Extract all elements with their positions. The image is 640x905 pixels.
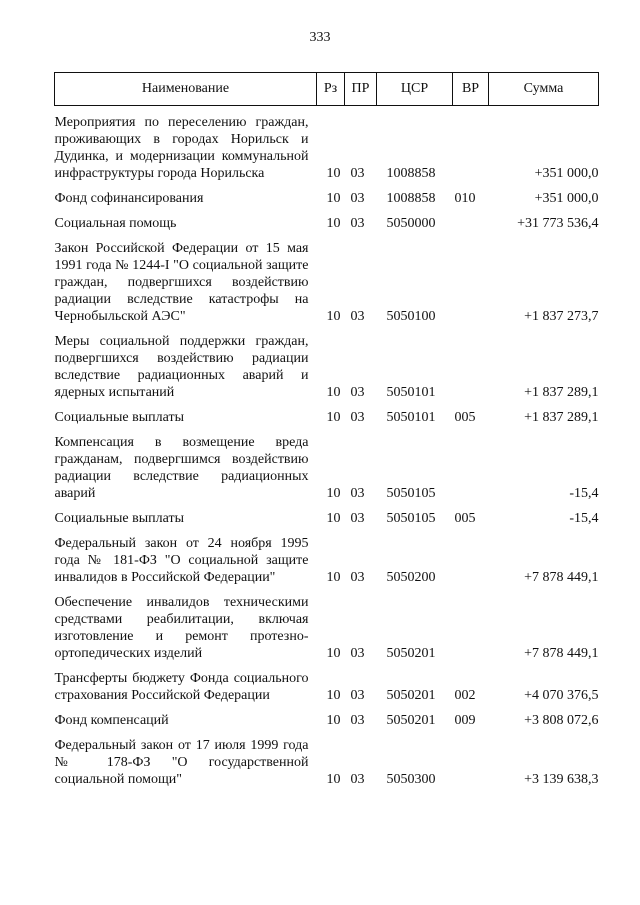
table-row	[55, 510, 599, 527]
row-sum: +351 000,0	[534, 166, 599, 181]
row-pr: 03	[350, 216, 365, 231]
header-name: Наименование	[55, 73, 317, 106]
row-rz: 10	[326, 713, 341, 728]
row-name: Трансферты бюджету Фонда социального страхования Российской Федерации	[54, 671, 309, 703]
table-row	[55, 240, 599, 325]
table-row	[55, 434, 599, 502]
header-vr: ВР	[453, 73, 489, 106]
row-vr: 009	[454, 713, 476, 728]
table-row	[55, 190, 599, 207]
row-pr: 03	[350, 385, 365, 400]
row-sum: +1 837 273,7	[524, 309, 599, 324]
budget-table	[54, 72, 599, 788]
row-vr	[453, 114, 489, 182]
row-sum: -15,4	[569, 486, 599, 501]
row-csr: 5050100	[386, 309, 436, 324]
row-vr	[453, 594, 489, 662]
row-sum: +3 808 072,6	[524, 713, 599, 728]
row-name: Социальные выплаты	[54, 410, 185, 425]
row-vr	[453, 535, 489, 586]
row-pr: 03	[350, 688, 365, 703]
row-name: Меры социальной поддержки граждан, подвергшихся воздействию радиации вследствие радиационных аварий и ядерных испытаний	[54, 334, 309, 400]
row-sum: +7 878 449,1	[524, 646, 599, 661]
table-row	[55, 333, 599, 401]
row-name: Федеральный закон от 24 ноября 1995 года № 181-ФЗ "О социальной защите инвалидов в Российской Федерации"	[54, 536, 309, 585]
row-pr: 03	[350, 486, 365, 501]
row-rz: 10	[326, 166, 341, 181]
row-name: Федеральный закон от 17 июля 1999 года № 178-ФЗ "О государственной социальной помощи"	[54, 738, 309, 787]
row-csr: 5050101	[386, 385, 436, 400]
row-pr: 03	[350, 570, 365, 585]
header-csr: ЦСР	[377, 73, 453, 106]
table-body	[55, 106, 599, 789]
row-csr: 5050201	[386, 688, 436, 703]
row-csr: 1008858	[386, 191, 436, 206]
row-rz: 10	[326, 385, 341, 400]
header-pr: ПР	[345, 73, 377, 106]
row-rz: 10	[326, 570, 341, 585]
row-pr: 03	[350, 511, 365, 526]
row-pr: 03	[350, 410, 365, 425]
table-row	[55, 712, 599, 729]
table-header	[55, 73, 599, 106]
row-csr: 5050105	[386, 486, 436, 501]
row-vr	[453, 215, 489, 232]
row-vr: 005	[454, 410, 476, 425]
row-csr: 1008858	[386, 166, 436, 181]
row-csr: 5050300	[386, 772, 436, 787]
row-pr: 03	[350, 713, 365, 728]
row-name: Обеспечение инвалидов техническими средствами реабилитации, включая изготовление и ремонт протезно-ортопедических изделий	[54, 595, 309, 661]
row-sum: +1 837 289,1	[524, 410, 599, 425]
table-row	[55, 737, 599, 788]
row-csr: 5050101	[386, 410, 436, 425]
row-name: Фонд софинансирования	[54, 191, 204, 206]
row-rz: 10	[326, 511, 341, 526]
header-rz: Рз	[317, 73, 345, 106]
row-sum: +7 878 449,1	[524, 570, 599, 585]
row-name: Закон Российской Федерации от 15 мая 1991 года № 1244-I "О социальной защите граждан, подвергшихся воздействию радиации вследствие катастрофы на Чернобыльской АЭС"	[54, 241, 309, 324]
row-vr	[453, 240, 489, 325]
row-csr: 5050200	[386, 570, 436, 585]
row-vr: 002	[454, 688, 476, 703]
row-csr: 5050000	[386, 216, 436, 231]
table-row	[55, 594, 599, 662]
row-sum: +4 070 376,5	[524, 688, 599, 703]
row-rz: 10	[326, 646, 341, 661]
row-name: Мероприятия по переселению граждан, проживающих в городах Норильск и Дудинка, и модернизации коммунальной инфраструктуры города Норильска	[54, 115, 309, 181]
table-row	[55, 215, 599, 232]
row-name: Социальные выплаты	[54, 511, 185, 526]
row-vr	[453, 737, 489, 788]
row-name: Фонд компенсаций	[54, 713, 169, 728]
row-pr: 03	[350, 646, 365, 661]
row-csr: 5050201	[386, 713, 436, 728]
row-vr	[453, 434, 489, 502]
table-row	[55, 114, 599, 182]
row-sum: +351 000,0	[534, 191, 599, 206]
row-vr: 010	[454, 191, 476, 206]
row-rz: 10	[326, 191, 341, 206]
row-csr: 5050105	[386, 511, 436, 526]
row-name: Социальная помощь	[54, 216, 177, 231]
row-csr: 5050201	[386, 646, 436, 661]
table-row	[55, 535, 599, 586]
row-rz: 10	[326, 216, 341, 231]
row-pr: 03	[350, 166, 365, 181]
row-sum: +3 139 638,3	[524, 772, 599, 787]
row-rz: 10	[326, 410, 341, 425]
row-sum: -15,4	[569, 511, 599, 526]
row-vr	[453, 333, 489, 401]
row-name: Компенсация в возмещение вреда гражданам, подвергшимся воздействию радиации вследствие радиационных аварий	[54, 435, 309, 501]
table-row	[55, 409, 599, 426]
row-pr: 03	[350, 191, 365, 206]
row-rz: 10	[326, 772, 341, 787]
row-pr: 03	[350, 309, 365, 324]
row-rz: 10	[326, 486, 341, 501]
table-row	[55, 670, 599, 704]
row-rz: 10	[326, 688, 341, 703]
row-sum: +1 837 289,1	[524, 385, 599, 400]
row-vr: 005	[454, 511, 476, 526]
row-rz: 10	[326, 309, 341, 324]
header-sum: Сумма	[489, 73, 599, 106]
row-sum: +31 773 536,4	[517, 216, 599, 231]
page-number: 333	[309, 30, 331, 45]
row-pr: 03	[350, 772, 365, 787]
